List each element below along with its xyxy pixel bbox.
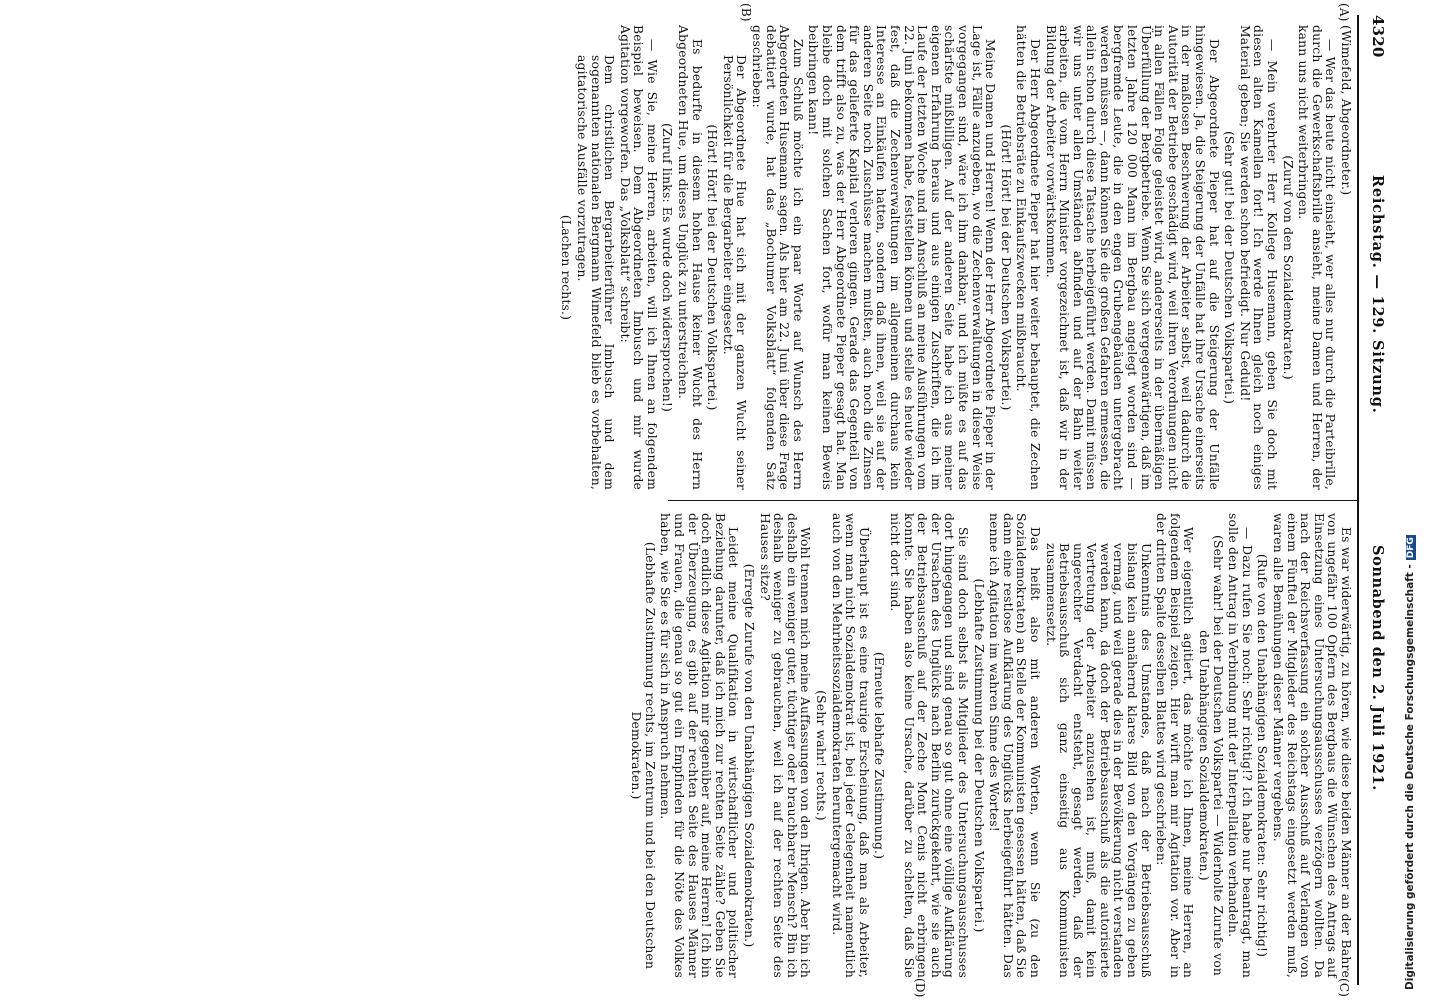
page-header (1358, 15, 1387, 985)
paragraph: — Wie Sie, meine Herren, arbeiten, will ich Ihnen an folgendem Beispiel beweisen. Dem Abgeordneten Imbusch und mir wurde Agitation vorgeworfen. Das „Volksblatt“ schreibt: (617, 25, 659, 490)
newspaper-page (44, 3, 1387, 998)
interjection: (Zuruf links: Es wurde doch widersprochen!) (660, 123, 675, 412)
margin-mark-c: (C) (1337, 978, 1351, 998)
margin-mark-b: (B) (739, 3, 753, 22)
interjection: (Sehr wahr! rechts.) (814, 690, 829, 821)
quotation: Dem christlichen Bergarbeiterführer Imbusch und dem sogenannten nationalen Bergmann Wimefeld blieb es vorbehalten, agitatorische Ausfälle vorzutragen. (574, 55, 617, 490)
session-date: Sonnabend den 2. Juli 1921. (1369, 545, 1386, 791)
paragraph: — Wer das heute nicht einsieht, wer alles nur durch die Parteibrille, durch die Gewerkschaftsbrille ansieht, meine Damen und Herren, der kann uns nicht weiterbringen. (1296, 25, 1338, 490)
interjection: (Lebhafte Zustimmung rechts, im Zentrum und bei den Deutschen Demokraten.) (629, 541, 657, 970)
quotation: Der Abgeordnete Hue hat sich mit der ganzen Wucht seiner Persönlichkeit für die Bergarbeiter eingesetzt. (720, 55, 749, 490)
paragraph: Es war widerwärtig, zu hören, wie diese beiden Männer an der Bahre von ungefähr 100 Opfern des Bergbaus die Wünschen des Antrags auf Einsetzung eines Untersuchungsausschusses verzögern wollten. Da nach der Reichsverfassung ein solcher Ausschuß auf Verlangen von einem Fünftel der Mitglieder des Reichstags eingesetzt werden muß, waren alle Bemühungen dieser Männer vergebens. (1271, 513, 1353, 978)
paragraph: Es bedurfte in diesem hohen Hause keiner Wucht des Herrn Abgeordneten Hue, um dieses Unglück zu unterstreichen. (676, 25, 704, 490)
paragraph: Wohl trennen mich meine Auffassungen von den Ihrigen. Aber bin ich deshalb ein weniger guter, tüchtiger oder brauchbarer Mensch? Bin ich deshalb weniger zu gebrauchen, weil ich auf der rechten Seite des Hauses sitze? (757, 513, 813, 978)
interjection: (Erregte Zurufe von den Unabhängigen Sozialdemokraten.) (742, 563, 757, 948)
paragraph: Zum Schluß möchte ich ein paar Worte auf Wunsch des Herrn Abgeordneten Husemann sagen. Als hier am 22. Juni über diese Frage debattiert wurde, hat das „Bochumer Volksblatt“ folgenden Satz geschrieben: (750, 25, 805, 490)
column-divider (668, 500, 1358, 501)
interjection: (Erneute lebhafte Zustimmung.) (872, 651, 887, 860)
quotation: Unkenntnis des Umstandes, daß nach der Betriebsausschuß bislang kein annähernd klares Bild von den Vorgängen zu geben vermag, und weil gerade dies in der Bevölkerung nicht verstanden werden kann, da doch der Betriebsausschuß als die autorisierte Vertretung der Arbeiter anzusehen ist, muß, damit kein ungerechter Verdacht entsteht, gesagt werden, daß der Betriebsausschuß sich ganz einseitig aus Kommunisten zusammensetzt. (1043, 543, 1153, 978)
paragraph: Der Herr Abgeordnete Pieper hat hier weiter behauptet, die Zechen hätten die Betriebsräte zu Einkaufszwecken mißbraucht. (1014, 25, 1042, 490)
interjection: (Sehr gut! bei der Deutschen Volkspartei.) (1222, 130, 1237, 405)
margin-mark-d: (D) (913, 978, 927, 998)
left-column (557, 25, 1352, 490)
interjection: (Hört! Hört! bei der Deutschen Volkspartei.) (998, 124, 1013, 411)
paragraph: Das heißt also mit anderen Worten, wenn Sie (zu den Sozialdemokraten) an Stelle der Kommunisten gesessen hätten, daß Sie dann eine restlose Aufklärung des Unglücks herbeigeführt hätten. Das nenne ich Agitation im wahren Sinne des Wortes! (987, 513, 1042, 978)
page-number: 4320 (1369, 15, 1387, 58)
margin-mark-a: (A) (1337, 3, 1351, 22)
paragraph: Meine Damen und Herren! Wenn der Herr Abgeordnete Pieper in der Lage ist, Fälle anzugeben, wo die Zechenverwaltungen in dieser Weise vorgegangen sind, wäre ich ihm dankbar, und ich müßte es auf das schärfste mißbilligen. Auf der anderen Seite habe ich aus meiner eigenen Erfahrung heraus und aus einigen Zuschriften, die ich im Laufe der letzten Woche und im Anschluß an meine Ausführungen vom 22. Juni bekommen habe, feststellen können und stelle es heute wieder fest, daß die Zechenverwaltungen im allgemeinen durchaus kein Interesse an Einkäufen hatten, sondern daß ihnen, weil sie auf der anderen Seite noch Zuschüsse machen mußten, auch noch die Zinsen für das gelieferte Kapital verloren gingen. Gerade das Gegenteil von dem trifft also zu, was der Herr Abgeordnete Pieper gesagt hat. Man bleibe doch mit solchen Sachen fort, wofür man keinen Beweis beibringen kann! (806, 25, 998, 490)
speaker-line: (Wimefeld, Abgeordneter.) (1339, 25, 1353, 196)
digitization-footer (1404, 0, 1424, 990)
dfg-logo: DFG (1406, 537, 1416, 559)
interjection: (Lebhafte Zustimmung bei der Deutschen Volkspartei.) (971, 578, 986, 933)
interjection: (Lachen rechts.) (559, 214, 574, 321)
right-column (627, 513, 1352, 978)
paragraph: — Dazu rufen Sie noch: Sehr richtig!? Ich habe nur beantragt, man solle den Antrag in Verbindung mit der Interpellation verhandeln. (1226, 513, 1254, 978)
paragraph: — Mein verehrter Herr Kollege Husemann, geben Sie doch mit diesen alten Kamellen fort! Ich werde Ihnen gleich noch einiges Material geben; Sie werden schon befriedigt. Nur Geduld! (1237, 25, 1280, 490)
paragraph: Leidet meine Qualifikation in wirtschaftlicher und politischer Beziehung darunter, daß ich mich zur rechten Seite zähle? Geben Sie doch endlich diese Agitation mir gegenüber auf, meine Herren! Ich bin der Überzeugung, es gibt auf der rechten Seite des Hauses Männer und Frauen, die genau so gut ein Empfinden für die Nöte des Volkes haben, wie Sie es für sich in Anspruch nehmen. (658, 513, 741, 978)
paragraph: Überhaupt ist es eine traurige Erscheinung, daß man als Arbeiter, wenn man nicht Sozialdemokrat ist, bei jeder Gelegenheit namentlich auch von den Mehrheitssozialdemokraten heruntergemacht wird. (829, 513, 871, 978)
paragraph: Wer eigentlich agitiert, das möchte ich Ihnen, meine Herren, an folgendem Beispiel zeigen. Hier wirft man mir Agitation vor. Aber in der dritten Spalte desselben Blattes wird geschrieben: (1154, 513, 1196, 978)
paragraph: Der Abgeordnete Pieper hat auf die Steigerung der Unfälle hingewiesen. Ja, die Steigerung der Unfälle hat ihre Ursache einerseits in der maßlosen Beschwerung der Arbeiter selbst, weil dadurch die Autorität der Betriebe geschädigt wird, weil ihren Verordnungen nicht in allen Fällen Folge geleistet wird, andererseits in der übermäßigen Überfüllung der Bergbetriebe. Wenn Sie sich vergegenwärtigen, daß im letzten Jahre 120 000 Mann im Bergbau angelegt worden sind — bergfremde Leute, die in den engen Grubengebäuden untergebracht werden müssen —, dann können Sie die großen Gefahren ermessen, die allein schon durch diese Tatsache herbeigeführt werden. Damit müssen wir uns unter allen Umständen abfinden und auf der Bahn weiter arbeiten, die vom Herrn Minister vorgezeichnet ist, daß wir in der Bildung der Arbeiter vorwärtskommen. (1043, 25, 1221, 490)
interjection: (Rufe von den Unabhängigen Sozialdemokraten: Sehr richtig!) (1255, 553, 1270, 958)
paragraph: Sie sind doch selbst als Mitglieder des Untersuchungsausschusses dort hingegangen und sind genau so gut ohne eine völlige Aufklärung der Ursachen des Unglücks nach Berlin zurückgekehrt, wie sie auch der Betriebsausschuß auf der Zeche Mont Cenis nicht erbringen konnte. Sie haben also keine Ursache, darüber zu schelten, daß Sie nicht dort sind. (888, 513, 970, 978)
interjection: (Zuruf von den Sozialdemokraten.) (1280, 155, 1295, 380)
session-title: Reichstag. — 129. Sitzung. (1369, 175, 1386, 414)
footer-text: Digitalisierung gefördert durch die Deutsche Forschungsgemeinschaft - (1404, 564, 1416, 990)
interjection: (Hört! Hört! bei der Deutschen Volkspartei.) (705, 124, 720, 411)
interjection: (Sehr wahr! bei der Deutschen Volkspartei — Widerholte Zurufe von den Unabhängigen Sozialdemokraten.) (1197, 534, 1225, 977)
